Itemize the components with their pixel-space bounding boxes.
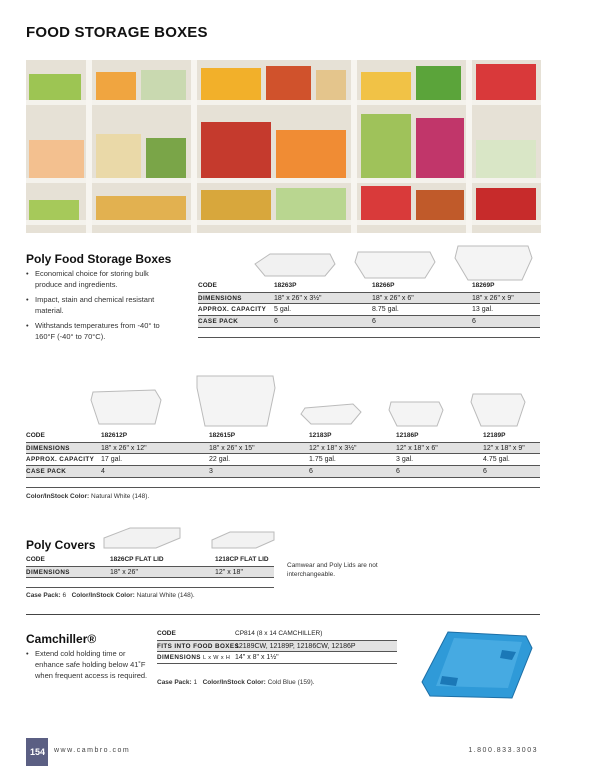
camchiller-bullets (26, 648, 151, 685)
box-12186P-image (389, 402, 443, 426)
poly-boxes-table-1 (198, 282, 540, 340)
code-cell: 182615P (209, 432, 236, 439)
cell: 18" x 26" x 9" (472, 295, 514, 302)
product-images-row-1 (250, 242, 540, 282)
cell: 6 (483, 468, 487, 475)
row-dimensions (26, 442, 540, 454)
page-number: 154 (30, 747, 46, 757)
color-value: Cold Blue (159). (267, 679, 315, 686)
poly-covers-case-color-note (26, 592, 195, 599)
color-label: Color/InStock Color: (202, 679, 266, 686)
bullet: • Impact, stain and chemical resistant material. (26, 294, 176, 316)
cell: 13 gal. (472, 306, 494, 313)
lid-1218CP-image (212, 532, 274, 548)
cell: 22 gal. (209, 456, 231, 463)
poly-boxes-color-note (26, 493, 149, 500)
box-12189P-image (471, 394, 525, 426)
box-182612P-image (91, 390, 161, 424)
cell: 1.75 gal. (309, 456, 336, 463)
box-12183P-image (301, 404, 361, 424)
code-cell: 18266P (372, 282, 395, 289)
row-dimensions (157, 652, 397, 664)
code-cell: 1826CP FLAT LID (110, 556, 164, 563)
code-cell: 1218CP FLAT LID (215, 556, 269, 563)
camchiller-image (418, 626, 536, 704)
cell: 18" x 26" x 6" (372, 295, 414, 302)
section-heading-poly-boxes: Poly Food Storage Boxes (26, 252, 172, 266)
color-value: Natural White (148). (91, 493, 150, 500)
cell: 6 (274, 318, 278, 325)
section-heading-camchiller: Camchiller® (26, 632, 97, 646)
row-label: DIMENSIONS (26, 445, 70, 452)
row-blank (26, 578, 274, 588)
row-label: CASE PACK (26, 468, 67, 475)
box-18266P-image (355, 252, 435, 278)
cell: 6 (472, 318, 476, 325)
row-label: APPROX. CAPACITY (26, 456, 95, 463)
case-pack-label: Case Pack: (157, 679, 192, 686)
cell: 6 (396, 468, 400, 475)
color-label: Color/InStock Color: (26, 493, 90, 500)
cell: 14" x 8" x 1½" (235, 654, 279, 661)
code-cell: 18269P (472, 282, 495, 289)
cell: 12" x 18" x 3½" (309, 445, 357, 452)
cell: 6 (309, 468, 313, 475)
cell: 3 (209, 468, 213, 475)
lid-1826CP-image (104, 528, 180, 548)
page-title: FOOD STORAGE BOXES (26, 24, 208, 41)
row-label: DIMENSIONS (198, 295, 242, 302)
row-case-pack (198, 316, 540, 328)
cell: 8.75 gal. (372, 306, 399, 313)
row-label: FITS INTO FOOD BOXES (157, 643, 240, 650)
section-heading-poly-covers: Poly Covers (26, 538, 96, 552)
row-label: APPROX. CAPACITY (198, 306, 267, 313)
lid-images (100, 526, 280, 554)
poly-covers-table (26, 556, 274, 580)
cell: 4 (101, 468, 105, 475)
cell: 6 (372, 318, 376, 325)
row-blank (198, 328, 540, 338)
col-label-code: CODE (198, 282, 217, 289)
col-label-code: CODE (157, 630, 176, 637)
cell: 18" x 26" x 12" (101, 445, 147, 452)
footer-url: www.cambro.com (54, 747, 131, 754)
row-blank (26, 478, 540, 488)
code-cell: 12183P (309, 432, 332, 439)
bullet: • Economical choice for storing bulk produce and ingredients. (26, 268, 176, 290)
cell: 17 gal. (101, 456, 123, 463)
case-pack-value: 6 (62, 592, 67, 599)
code-cell: 182612P (101, 432, 128, 439)
shelving-illustration (26, 60, 541, 233)
box-182615P-image (197, 376, 275, 426)
cell: 18" x 26" (110, 569, 138, 576)
row-dimensions (198, 292, 540, 304)
cell: 12189CW, 12189P, 12186CW, 12186P (235, 643, 356, 650)
code-cell: 18263P (274, 282, 297, 289)
row-fits (157, 640, 397, 652)
code-cell: 12189P (483, 432, 506, 439)
cell: 18" x 26" x 3½" (274, 295, 322, 302)
row-label: DIMENSIONS L x W x H (157, 654, 231, 661)
camchiller-case-color-note (157, 679, 315, 686)
color-value: Natural White (148). (136, 592, 195, 599)
cell: 12" x 18" x 6" (396, 445, 438, 452)
cell: 3 gal. (396, 456, 414, 463)
case-pack-value: 1 (193, 679, 198, 686)
col-label-code: CODE (26, 556, 45, 563)
bullet: • Withstands temperatures from -40° to 160°F (-40° to 70°C). (26, 320, 176, 342)
camchiller-table (157, 630, 397, 666)
cell: 5 gal. (274, 306, 292, 313)
row-capacity (26, 454, 540, 466)
poly-boxes-bullets (26, 268, 176, 346)
section-divider (26, 614, 540, 615)
cell: 12" x 18" (215, 569, 243, 576)
poly-covers-side-note: Camwear and Poly Lids are not interchangeable. (287, 562, 378, 578)
box-18269P-image (455, 246, 532, 280)
row-dimensions (26, 566, 274, 578)
cell: 4.75 gal. (483, 456, 510, 463)
row-case-pack (26, 466, 540, 478)
code-cell: CP814 (8 x 14 CAMCHILLER) (235, 630, 323, 637)
row-label: DIMENSIONS (26, 569, 70, 576)
product-images-row-2 (85, 372, 540, 428)
box-18263P-image (255, 254, 335, 276)
case-pack-label: Case Pack: (26, 592, 61, 599)
cell: 12" x 18" x 9" (483, 445, 525, 452)
color-label: Color/InStock Color: (71, 592, 135, 599)
col-label-code: CODE (26, 432, 45, 439)
cell: 18" x 26" x 15" (209, 445, 255, 452)
code-cell: 12186P (396, 432, 419, 439)
hero-photo (26, 60, 541, 233)
row-capacity (198, 304, 540, 316)
row-label: CASE PACK (198, 318, 239, 325)
poly-boxes-table-2 (26, 432, 540, 490)
footer-phone: 1.800.833.3003 (468, 747, 538, 754)
bullet: • Extend cold holding time or enhance safe holding below 41˚F when frequent access is required. (26, 648, 151, 681)
